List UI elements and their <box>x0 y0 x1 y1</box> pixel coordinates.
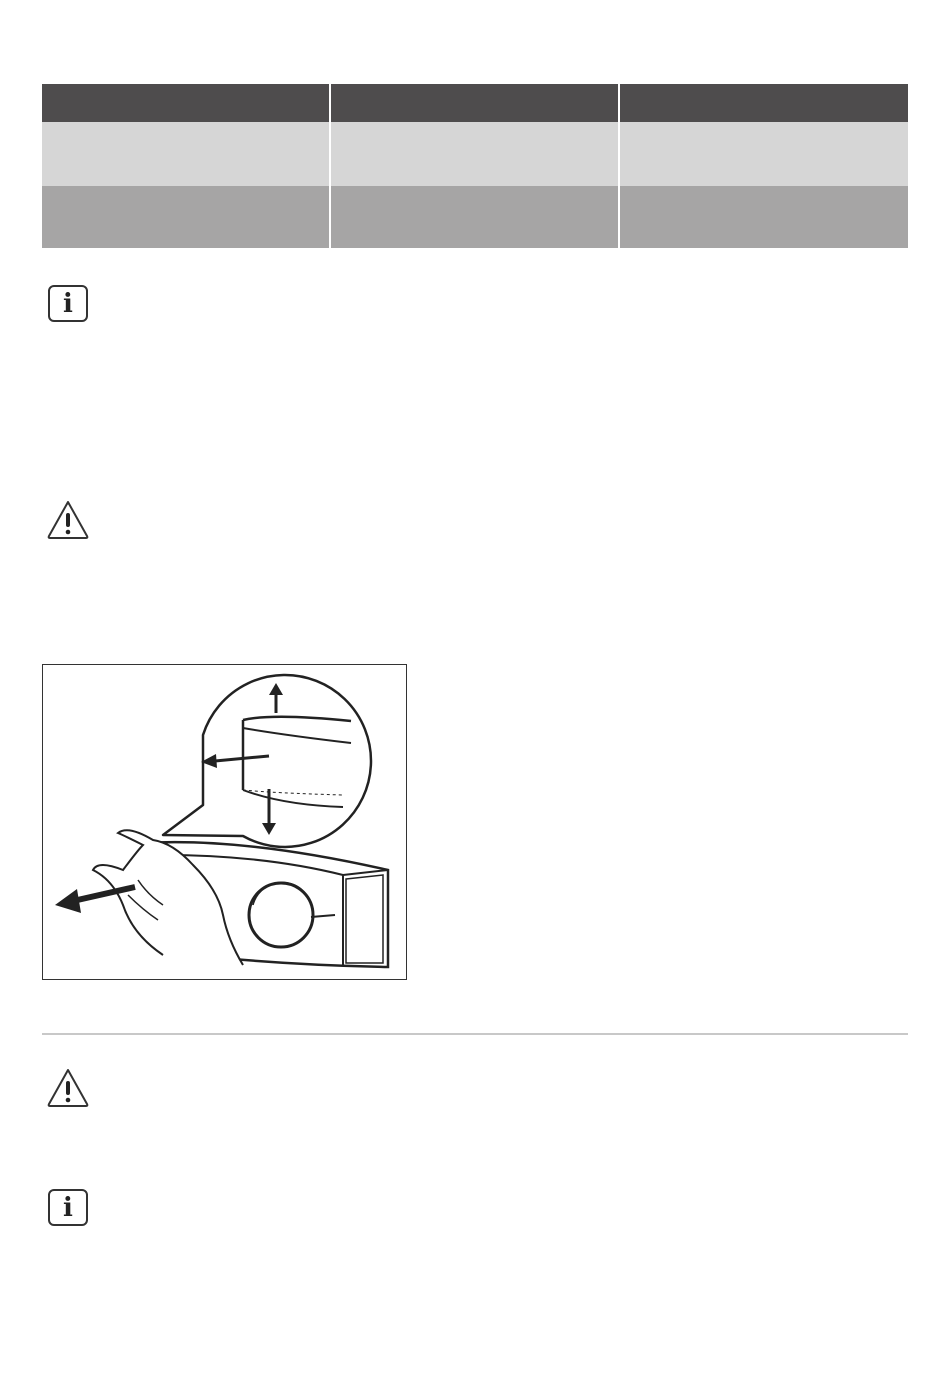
table-cell <box>620 186 908 248</box>
table-header-cell <box>620 84 908 122</box>
control-panel-illustration <box>42 664 407 980</box>
table-cell <box>42 186 331 248</box>
data-table <box>42 84 908 248</box>
table-row <box>42 186 908 248</box>
section-divider <box>42 1033 908 1035</box>
table-header-cell <box>42 84 331 122</box>
info-icon: i <box>46 282 90 326</box>
warning-icon <box>46 498 90 542</box>
table-cell <box>331 122 620 186</box>
table-header-cell <box>331 84 620 122</box>
table-cell <box>620 122 908 186</box>
table-header-row <box>42 84 908 122</box>
table-cell <box>331 186 620 248</box>
table-cell <box>42 122 331 186</box>
warning-icon <box>46 1066 90 1110</box>
table-row <box>42 122 908 186</box>
info-icon: i <box>46 1186 90 1230</box>
